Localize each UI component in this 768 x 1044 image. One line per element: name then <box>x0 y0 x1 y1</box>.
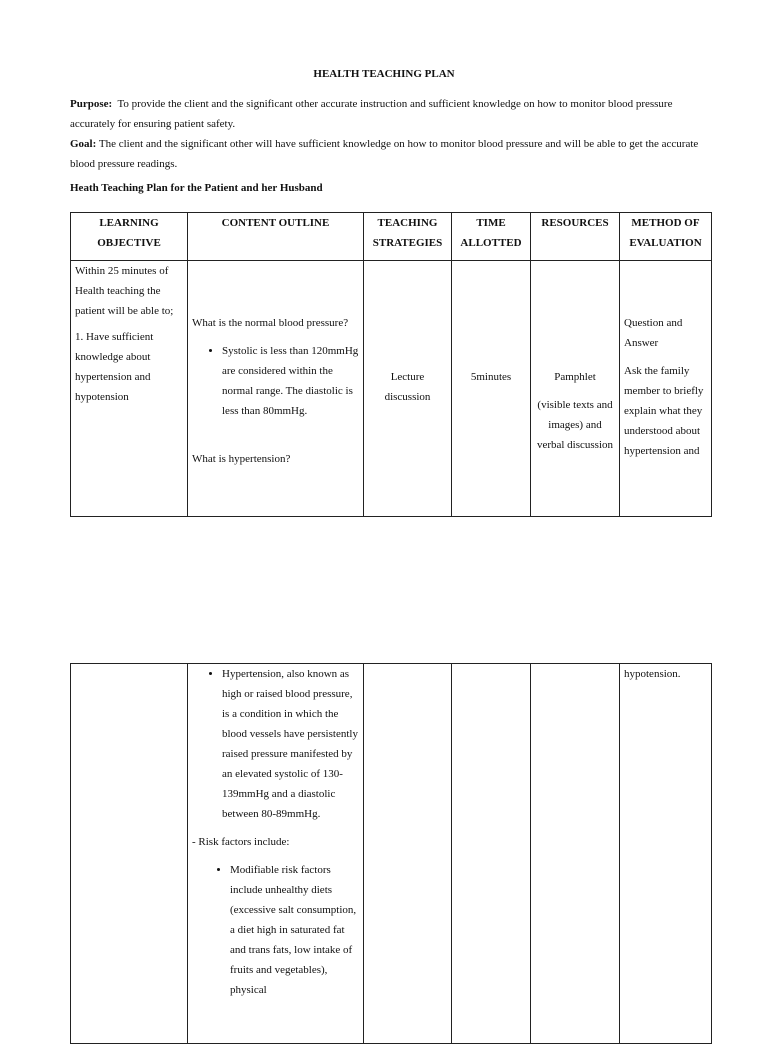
list-item: • Hypertension, also known as high or raised blood pressure, is a condition in which the blood vessels have persistently raised pressure manifested by an elevated systolic of 130-139mmHg and a diastolic between 80-89mmHg. <box>222 664 359 824</box>
strategy-cell-continued <box>364 664 452 1044</box>
evaluation-cell-continued <box>620 664 712 1044</box>
header-evaluation-line2: EVALUATION <box>629 237 702 249</box>
content-bullet-list <box>192 341 359 421</box>
risk-factors-list <box>192 860 359 1000</box>
evaluation-method: Question and Answer <box>624 317 683 349</box>
header-time-line1: TIME <box>476 217 506 229</box>
purpose-label: Purpose: <box>70 98 113 110</box>
objective-intro: Within 25 minutes of Health teaching the patient will be able to; <box>75 265 174 317</box>
header-objective-line2: OBJECTIVE <box>97 237 161 249</box>
header-method-of-evaluation <box>620 213 712 261</box>
resource-pamphlet: Pamphlet <box>554 371 596 383</box>
purpose-text: To provide the client and the significant other accurate instruction and sufficient knowledge on how to monitor blood pressure accurately for ensuring patient safety. <box>70 98 673 130</box>
teaching-plan-table <box>70 212 712 517</box>
list-item: • Systolic is less than 120mmHg are considered within the normal range. The diastolic is less than 80mmHg. <box>222 341 359 421</box>
strategy-text: Lecture discussion <box>384 371 431 403</box>
evaluation-cell <box>620 261 712 517</box>
resources-cell <box>531 261 620 517</box>
time-cell <box>452 261 531 517</box>
objective-cell-continued <box>71 664 188 1044</box>
resources-cell-continued <box>531 664 620 1044</box>
header-learning-objective <box>71 213 188 261</box>
goal-paragraph <box>70 134 710 174</box>
header-time-allotted <box>452 213 531 261</box>
header-evaluation-line1: METHOD OF <box>631 217 700 229</box>
objective-cell <box>71 261 188 517</box>
purpose-paragraph <box>70 94 710 134</box>
evaluation-detail: Ask the family member to briefly explain what they understood about hypertension and <box>624 365 704 457</box>
content-bullet-list <box>192 664 359 824</box>
time-cell-continued <box>452 664 531 1044</box>
risk-factors-heading: - Risk factors include: <box>192 836 290 848</box>
table-row <box>71 664 712 1044</box>
time-text: 5minutes <box>470 371 512 383</box>
list-item: • Modifiable risk factors include unhealthy diets (excessive salt consumption, a diet high in saturated fat and trans fats, low intake of fruits and vegetables), physical <box>230 860 359 1000</box>
content-question-hypertension: What is hypertension? <box>192 453 291 465</box>
header-content-label: CONTENT OUTLINE <box>221 217 330 229</box>
document-title: HEALTH TEACHING PLAN <box>313 68 455 80</box>
header-strategies-line1: TEACHING <box>377 217 438 229</box>
content-cell <box>188 261 364 517</box>
plan-heading: Heath Teaching Plan for the Patient and her Husband <box>70 182 323 194</box>
goal-text: The client and the significant other will have sufficient knowledge on how to monitor blood pressure and will be able to get the accurate blood pressure readings. <box>70 138 699 170</box>
header-resources-label: RESOURCES <box>541 217 609 229</box>
resource-detail: (visible texts and images) and verbal discussion <box>536 399 614 451</box>
evaluation-continued-text: hypotension. <box>624 668 681 680</box>
goal-label: Goal: <box>70 138 97 150</box>
header-time-line2: ALLOTTED <box>460 237 522 249</box>
header-content-outline <box>188 213 364 261</box>
objective-item: 1. Have sufficient knowledge about hypertension and hypotension <box>75 331 154 403</box>
table-row <box>71 261 712 517</box>
content-cell-continued <box>188 664 364 1044</box>
strategy-cell <box>364 261 452 517</box>
content-question-normal-bp: What is the normal blood pressure? <box>192 317 349 329</box>
table-header-row <box>71 213 712 261</box>
header-resources <box>531 213 620 261</box>
header-objective-line1: LEARNING <box>99 217 159 229</box>
header-teaching-strategies <box>364 213 452 261</box>
header-strategies-line2: STRATEGIES <box>372 237 443 249</box>
teaching-plan-table-continued <box>70 663 712 1044</box>
